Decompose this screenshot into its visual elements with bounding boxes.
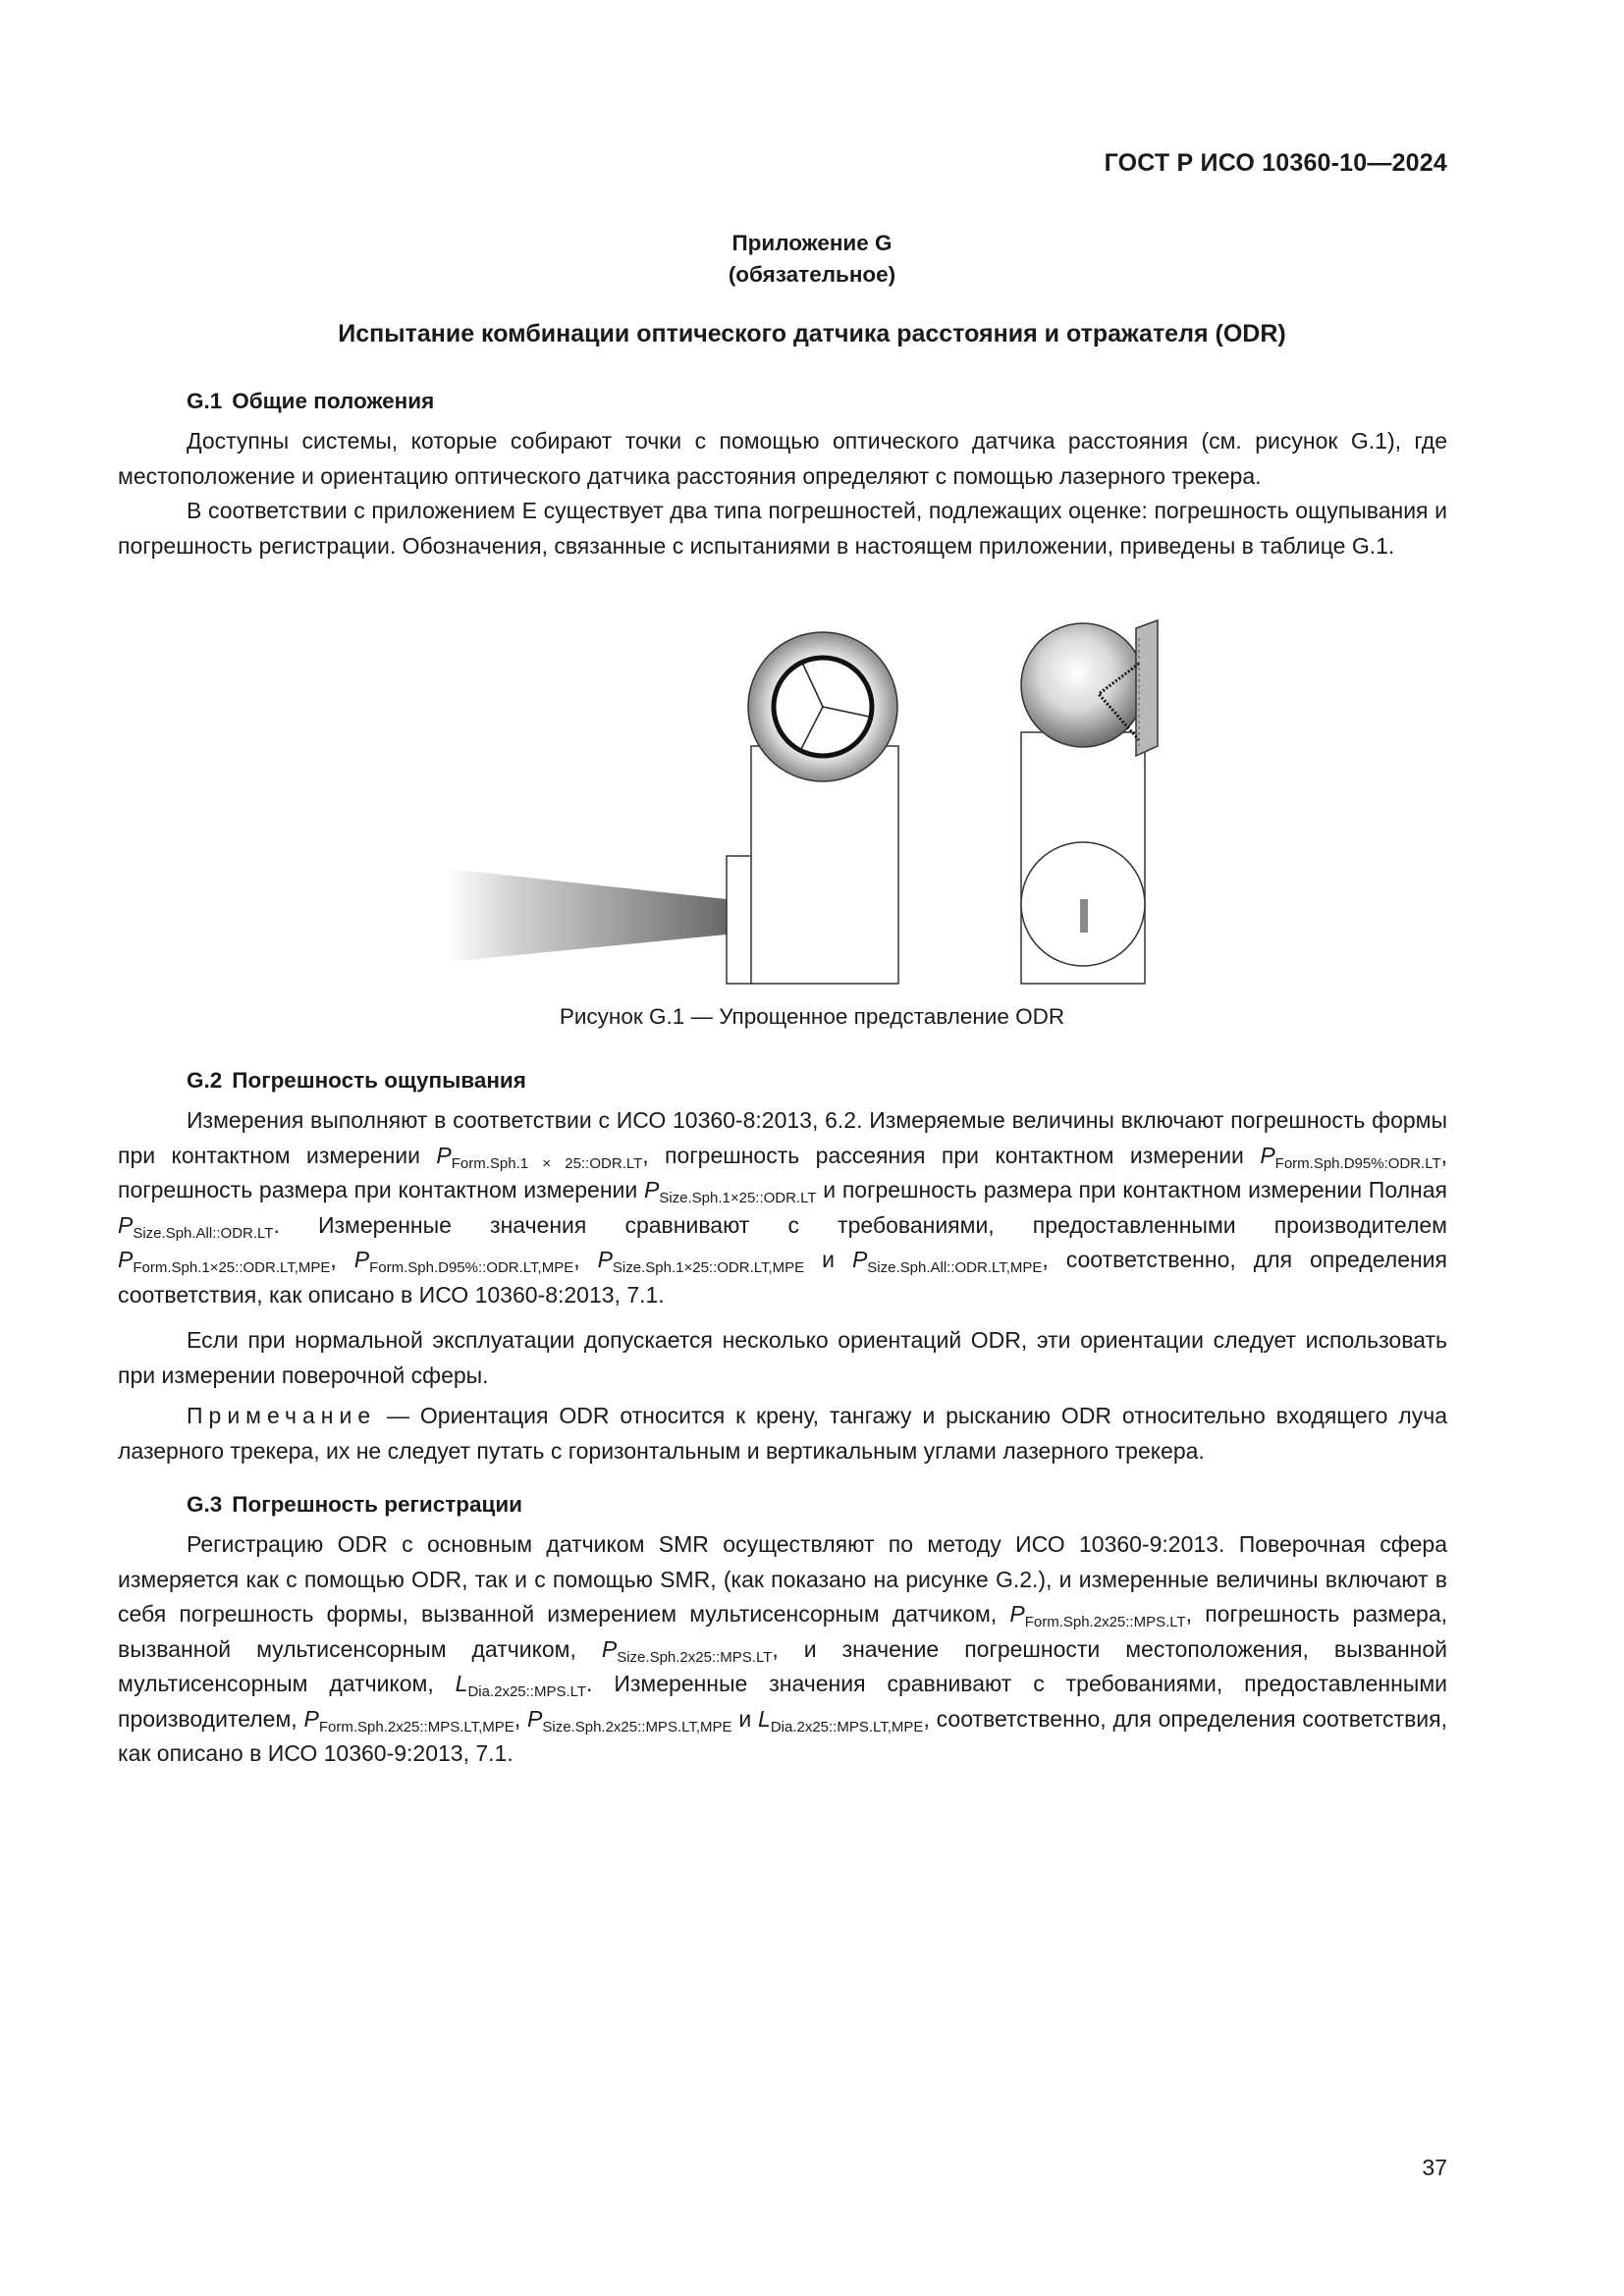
- sensor-side-block: [727, 856, 754, 984]
- section-g2-heading: [187, 1068, 526, 1094]
- figure-caption: Рисунок G.1 — Упрощенное представление ODR: [559, 1004, 1065, 1029]
- g3-paragraph-1: Регистрацию ODR с основным датчиком SMR осуществляют по методу ИСО 10360-9:2013. Поверочная сфера измеряется как с помощью ODR, так и с помощью SMR, (как показано на рисунке G.2.), и измеренные величины включают в себя погрешность формы, вызванной измерением мультисенсорным датчиком, $P_{Form.Sph.2x25::MPS.LT}$, погрешность размера, вызванной мультисенсорным датчиком, $P_{Size.Sph.2x25::MPS.LT}$, и значение погрешности местоположения, вызванной мультисенсорным датчиком, $L_{Dia.2x25::MPS.LT}$. Измеренные значения сравнивают с требованиями, предоставленными производителем, $P_{Form.Sph.2x25::MPS.LT,MPE}$, $P_{Size.Sph.2x25::MPS.LT,MPE}$ и $L_{Dia.2x25::MPS.LT,MPE}$, соответственно, для определения соответствия, как описано в ИСО 10360-9:2013, 7.1.: [118, 1531, 1447, 1766]
- page-number: 37: [1422, 2155, 1447, 2180]
- laser-beam: [447, 869, 727, 962]
- section-number: G.2: [187, 1068, 223, 1093]
- g2-paragraph-1: Измерения выполняют в соответствии с ИСО 10360-8:2013, 6.2. Измеряемые величины включают погрешность формы при контактном измерении $P_{Form.Sph.1 \times 25::ODR.LT}$, погрешность рассеяния при контактном измерении $P_{Form.Sph.D95\%:ODR.LT}$, погрешность размера при контактном измерении $P_{Size.Sph.1\times 25::ODR.LT}$ и погрешность размера при контактном измерении Полная $P_{Size.Sph.All::ODR.LT}$. Измеренные значения сравнивают с требованиями, предоставленными производителем $P_{Form.Sph.1\times 25::ODR.LT,MPE}$, $P_{Form.Sph.D95\%::ODR.LT,MPE}$, $P_{Size.Sph.1\times 25::ODR.LT,MPE}$ и $P_{Size.Sph.All::ODR.LT,MPE}$, соответственно, для определения соответствия, как описано в ИСО 10360-8:2013, 7.1.: [118, 1107, 1447, 1308]
- section-number: G.3: [187, 1492, 223, 1517]
- section-title: Общие положения: [232, 389, 435, 413]
- lens-mark: [1080, 899, 1088, 933]
- section-number: G.1: [187, 389, 223, 413]
- reflector-sphere: [1021, 623, 1145, 747]
- odr-figure: [437, 609, 1164, 996]
- document-code: ГОСТ Р ИСО 10360-10—2024: [1104, 149, 1447, 177]
- section-g1-heading: [187, 389, 434, 414]
- g1-paragraph-2: В соответствии с приложением E существует два типа погрешностей, подлежащих оценке: погрешность ощупывания и погрешность регистрации. Обозначения, связанные с испытаниями в настоящем приложении, приведены в таблице G.1.: [118, 498, 1447, 559]
- section-g3-heading: [187, 1492, 522, 1518]
- section-title: Погрешность ощупывания: [232, 1068, 526, 1093]
- note-text: — Ориентация ODR относится к крену, тангажу и рысканию ODR относительно входящего луча лазерного трекера, их не следует путать с горизонтальным и вертикальным углами лазерного трекера.: [118, 1403, 1447, 1464]
- g1-paragraph-1: Доступны системы, которые собирают точки с помощью оптического датчика расстояния (см. рисунок G.1), где местоположение и ориентацию оптического датчика расстояния определяют с помощью лазерного трекера.: [118, 428, 1447, 489]
- note-label: Примечание: [187, 1403, 377, 1428]
- main-title: Испытание комбинации оптического датчика расстояния и отражателя (ODR): [338, 320, 1286, 347]
- annex-heading: [0, 228, 1624, 291]
- annex-title: Приложение G: [731, 231, 893, 255]
- annex-status: (обязательное): [728, 262, 896, 287]
- section-title: Погрешность регистрации: [232, 1492, 522, 1517]
- g2-paragraph-2: Если при нормальной эксплуатации допускается несколько ориентаций ODR, эти ориентации следует использовать при измерении поверочной сферы.: [118, 1327, 1447, 1388]
- g2-note: [118, 1399, 1447, 1468]
